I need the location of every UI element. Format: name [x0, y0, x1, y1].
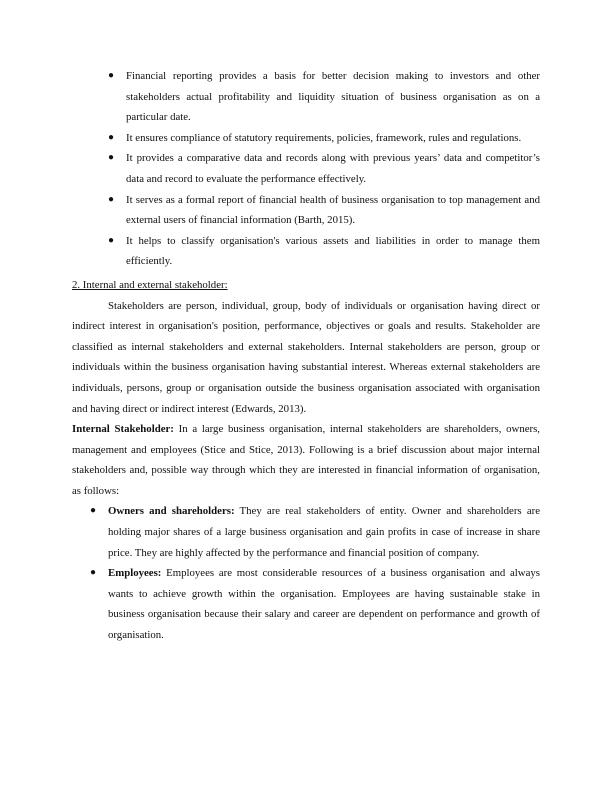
internal-stakeholder-bullet-list — [72, 501, 540, 645]
list-item-text: It provides a comparative data and records along with previous years’ data and competitor’s data and record to evaluate the performance effectively. — [126, 152, 540, 185]
list-item-text: Employees are most considerable resources of a business organisation and always wants to achieve growth within the organisation. Employees are having sustainable stake in business organisation because their salary and career are dependent on performance and growth of organisation. — [108, 567, 540, 642]
internal-stakeholder-label: Internal Stakeholder: — [72, 423, 174, 436]
list-item-label: Employees: — [108, 567, 162, 580]
list-item — [72, 501, 540, 563]
list-item — [72, 66, 540, 128]
list-item — [72, 231, 540, 272]
list-item — [72, 190, 540, 231]
internal-stakeholder-paragraph — [72, 419, 540, 501]
financial-reporting-bullet-list — [72, 66, 540, 272]
list-item-text: It serves as a formal report of financial health of business organisation to top management and external users of financial information (Barth, 2015). — [126, 193, 540, 227]
bullet-icon: ● — [108, 152, 115, 164]
bullet-icon: ● — [108, 131, 115, 143]
intro-paragraph: Stakeholders are person, individual, group, body of individuals or organisation having direct or indirect interest in organisation's position, performance, objectives or goals and results. Stakeholder are classified as internal stakeholders and external stakeholders. Internal stakeholders are person, group or individuals within the business organisation having substantial interest. Whereas external stakeholders are individuals, persons, group or organisation outside the business organisation associated with organisation and having direct or indirect interest (Edwards, 2013). — [72, 299, 540, 415]
internal-stakeholder-text: In a large business organisation, internal stakeholders are shareholders, owners, management and employees (Stice and Stice, 2013). Following is a brief discussion about major internal stakeholders and, possible way through which they are interested in financial information of organisation, as follows: — [72, 423, 541, 497]
section-heading: 2. Internal and external stakeholder: — [72, 278, 228, 291]
bullet-icon: ● — [108, 70, 115, 81]
bullet-icon: ● — [90, 567, 97, 579]
list-item — [72, 563, 540, 645]
document-page — [72, 66, 540, 646]
bullet-icon: ● — [108, 193, 115, 205]
list-item-text: It ensures compliance of statutory requirements, policies, framework, rules and regulations. — [126, 131, 522, 144]
list-item-text: They are real stakeholders of entity. Owner and shareholders are holding major shares of a large business organisation and gain profits in case of increase in share price. They are highly affected by the performance and financial position of company. — [108, 505, 540, 559]
list-item-text: Financial reporting provides a basis for better decision making to investors and other stakeholders actual profitability and liquidity situation of business organisation as on a particular date. — [126, 70, 540, 124]
list-item — [72, 128, 540, 149]
bullet-icon: ● — [108, 234, 115, 246]
list-item-text: It helps to classify organisation's various assets and liabilities in order to manage them efficiently. — [126, 234, 540, 268]
list-item — [72, 148, 540, 189]
list-item-label: Owners and shareholders: — [108, 505, 235, 518]
bullet-icon: ● — [90, 505, 97, 517]
